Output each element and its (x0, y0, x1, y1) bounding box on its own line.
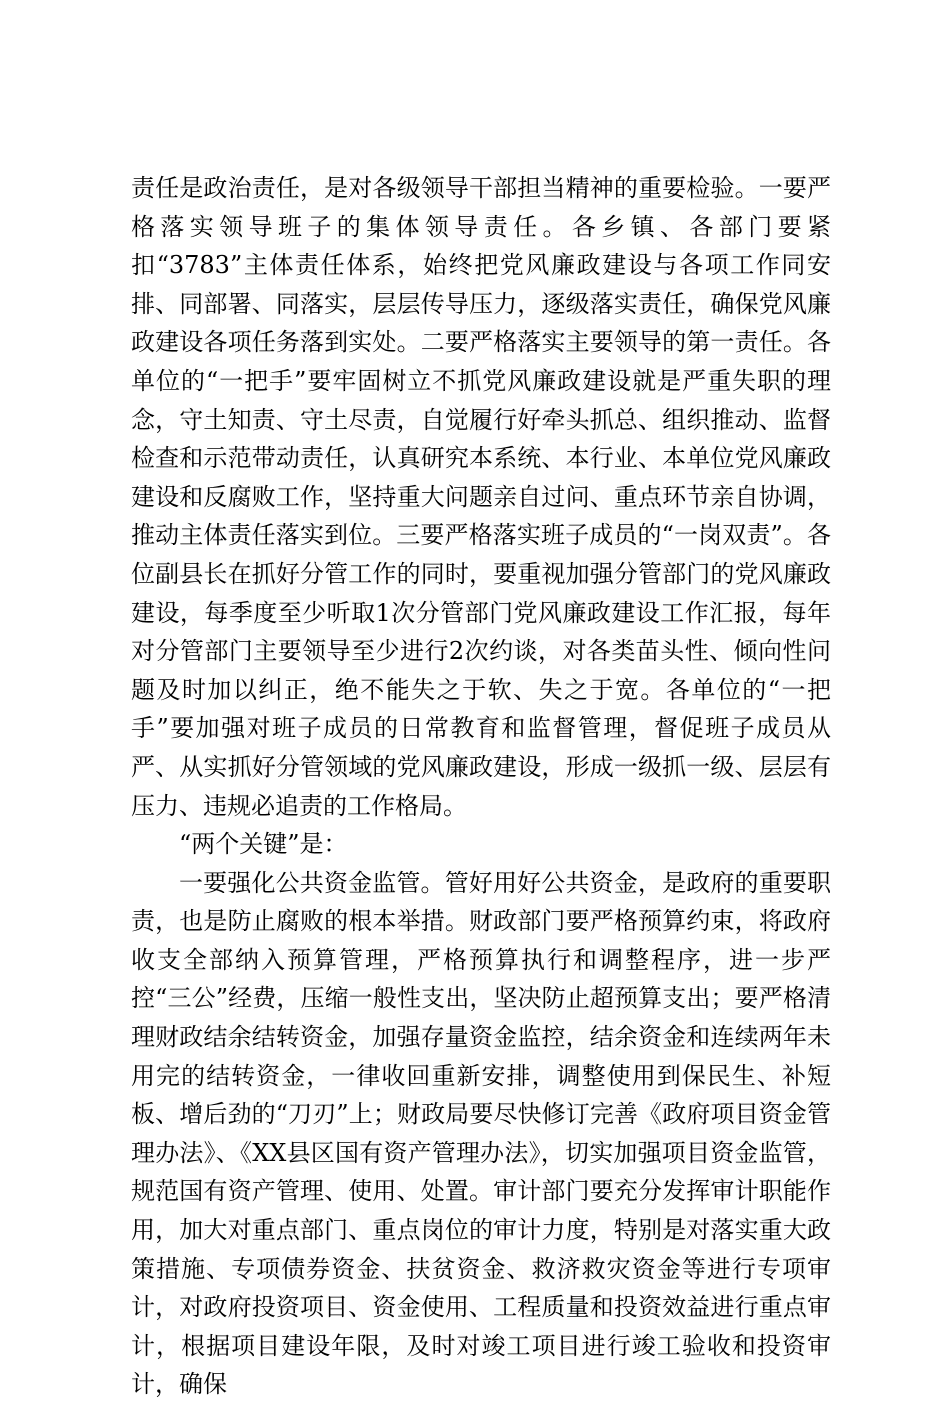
paragraph-responsibility: 责任是政治责任，是对各级领导干部担当精神的重要检验。一要严格落实领导班子的集体领导责任。各乡镇、各部门要紧扣“3783”主体责任体系，始终把党风廉政建设与各项工作同安排、同部署、同落实，层层传导压力，逐级落实责任，确保党风廉政建设各项任务落到实处。二要严格落实主要领导的第一责任。各单位的“一把手”要牢固树立不抓党风廉政建设就是严重失职的理念，守土知责、守土尽责，自觉履行好牵头抓总、组织推动、监督检查和示范带动责任，认真研究本系统、本行业、本单位党风廉政建设和反腐败工作，坚持重大问题亲自过问、重点环节亲自协调，推动主体责任落实到位。三要严格落实班子成员的“一岗双责”。各位副县长在抓好分管工作的同时，要重视加强分管部门的党风廉政建设，每季度至少听取1次分管部门党风廉政建设工作汇报，每年对分管部门主要领导至少进行2次约谈，对各类苗头性、倾向性问题及时加以纠正，绝不能失之于软、失之于宽。各单位的“一把手”要加强对班子成员的日常教育和监督管理，督促班子成员从严、从实抓好分管领域的党风廉政建设，形成一级抓一级、层层有压力、违规必追责的工作格局。 (131, 174, 831, 820)
paragraph-public-funds: 一要强化公共资金监管。管好用好公共资金，是政府的重要职责，也是防止腐败的根本举措。财政部门要严格预算约束，将政府收支全部纳入预算管理，严格预算执行和调整程序，进一步严控“三公”经费，压缩一般性支出，坚决防止超预算支出；要严格清理财政结余结转资金，加强存量资金监控，结余资金和连续两年未用完的结转资金，一律收回重新安排，调整使用到保民生、补短板、增后劲的“刀刃”上；财政局要尽快修订完善《政府项目资金管理办法》、《XX县区国有资产管理办法》，切实加强项目资金监管，规范国有资产管理、使用、处置。审计部门要充分发挥审计职能作用，加大对重点部门、重点岗位的审计力度，特别是对落实重大政策措施、专项债券资金、扶贫资金、救济救灾资金等进行专项审计，对政府投资项目、资金使用、工程质量和投资效益进行重点审计，根据项目建设年限，及时对竣工项目进行竣工验收和投资审计，确保 (131, 868, 831, 1399)
document-page (131, 169, 831, 1404)
paragraph-two-keys-heading: “两个关键”是： (179, 830, 348, 859)
